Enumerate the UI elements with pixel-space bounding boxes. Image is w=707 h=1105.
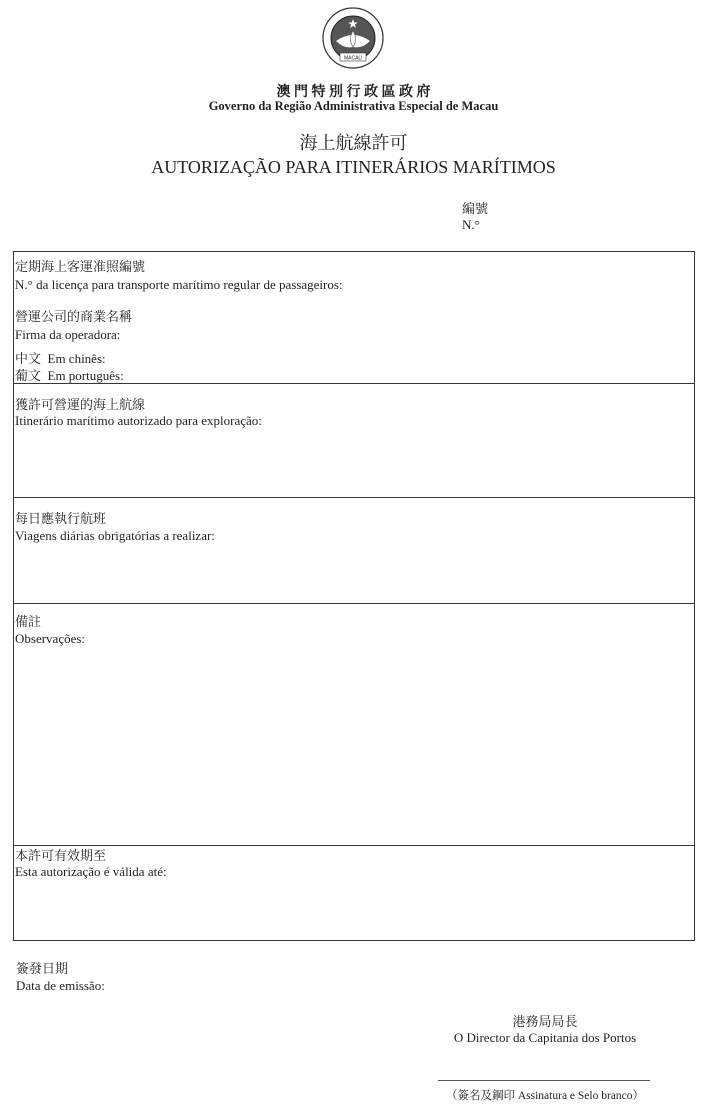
signature-caption: （簽名及鋼印 Assinatura e Selo branco） [445,1090,645,1102]
itinerary-label-pt: Itinerário marítimo autorizado para exploração: [15,413,262,428]
issue-date-label-cn: 簽發日期 [16,961,69,976]
director-title-cn: 港務局局長 [512,1014,578,1029]
form-table [13,251,695,941]
licence-label-cn: 定期海上客運准照編號 [15,259,146,274]
trips-label-pt: Viagens diárias obrigatórias a realizar: [15,528,215,543]
title-pt: AUTORIZAÇÃO PARA ITINERÁRIOS MARÍTIMOS [151,157,556,177]
macau-emblem-icon [322,7,384,69]
row-divider [14,845,694,846]
government-name-pt: Governo da Região Administrativa Especial de Macau [208,99,499,113]
itinerary-label-cn: 獲許可營運的海上航線 [15,397,146,412]
number-label-cn: 編號 [462,201,489,216]
licence-label-pt: N.° da licença para transporte marítimo regular de passageiros: [15,277,343,292]
notes-label-cn: 備註 [15,614,42,629]
validity-label-pt: Esta autorização é válida até: [15,864,167,879]
title-cn: 海上航線許可 [299,133,408,153]
signature-line [438,1080,650,1081]
director-title-pt: O Director da Capitania dos Portos [453,1030,637,1045]
trips-label-cn: 每日應執行航班 [15,511,107,526]
firm-label-pt: Firma da operadora: [15,327,121,342]
row-divider [14,383,694,384]
row-divider [14,497,694,498]
validity-label-cn: 本許可有效期至 [15,848,107,863]
government-name-cn: 澳 門 特 別 行 政 區 政 府 [276,85,431,100]
issue-date-label-pt: Data de emissão: [16,978,105,993]
chinese-name-label: 中文 Em chinês: [15,351,106,366]
portuguese-name-label: 葡文 Em português: [15,368,124,383]
row-divider [14,603,694,604]
notes-label-pt: Observações: [15,631,86,646]
svg-text:MACAU: MACAU [343,55,363,62]
number-label-pt: N.° [462,217,480,232]
firm-label-cn: 營運公司的商業名稱 [15,309,133,324]
